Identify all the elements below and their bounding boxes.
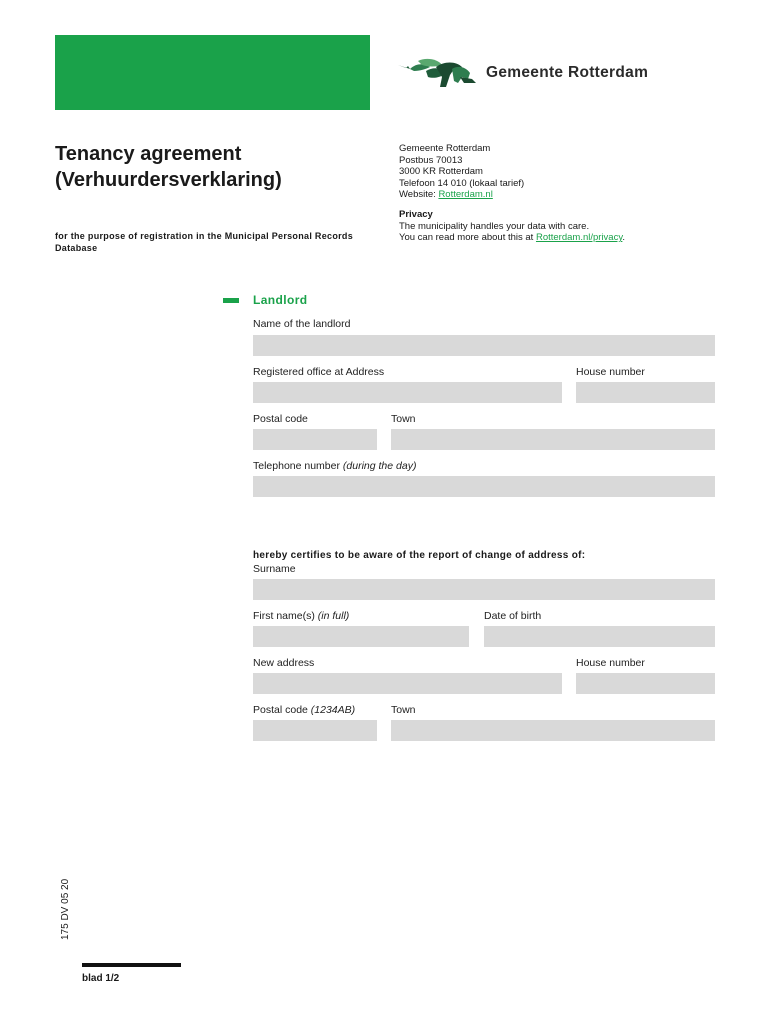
website-label: Website: bbox=[399, 189, 439, 201]
page-title bbox=[55, 141, 282, 193]
first-names-field[interactable] bbox=[253, 626, 469, 647]
landlord-postal-code-field[interactable] bbox=[253, 429, 377, 450]
address-name: Gemeente Rotterdam bbox=[399, 143, 491, 154]
registered-office-label: Registered office at Address bbox=[253, 366, 385, 378]
first-names-label-text: First name(s) bbox=[253, 610, 318, 622]
municipality-address bbox=[399, 143, 524, 201]
municipality-logo bbox=[396, 57, 686, 89]
website-link[interactable]: Rotterdam.nl bbox=[438, 189, 493, 201]
tenant-town-label: Town bbox=[391, 704, 416, 716]
certify-statement: hereby certifies to be aware of the report of change of address of: bbox=[253, 550, 586, 561]
address-postbus: Postbus 70013 bbox=[399, 154, 463, 166]
landlord-section-title: Landlord bbox=[253, 293, 308, 307]
title-line-2: (Verhuurdersverklaring) bbox=[55, 169, 282, 191]
landlord-house-number-field[interactable] bbox=[576, 382, 715, 403]
tenant-postal-code-label-text: Postal code bbox=[253, 704, 311, 716]
landlord-house-number-label: House number bbox=[576, 366, 645, 378]
landlord-phone-label-note: (during the day) bbox=[342, 460, 417, 472]
form-code: 175 DV 05 20 bbox=[60, 878, 71, 940]
footer-bar bbox=[82, 963, 181, 967]
privacy-block bbox=[399, 209, 625, 244]
tenant-house-number-field[interactable] bbox=[576, 673, 715, 694]
rotterdam-lion-icon bbox=[396, 57, 478, 89]
address-phone: Telefoon 14 010 (lokaal tarief) bbox=[399, 177, 525, 189]
landlord-town-field[interactable] bbox=[391, 429, 715, 450]
landlord-name-label: Name of the landlord bbox=[253, 318, 351, 330]
privacy-line-2-prefix: You can read more about this at bbox=[399, 232, 536, 244]
address-website bbox=[399, 189, 524, 201]
purpose-text: for the purpose of registration in the Municipal Personal Records Database bbox=[55, 231, 354, 253]
privacy-link[interactable]: Rotterdam.nl/privacy bbox=[535, 232, 623, 244]
section-marker bbox=[223, 298, 239, 303]
tenant-house-number-label: House number bbox=[576, 657, 645, 669]
tenant-postal-code-field[interactable] bbox=[253, 720, 377, 741]
privacy-line-2-suffix: . bbox=[622, 232, 626, 244]
first-names-label-note: (in full) bbox=[317, 610, 350, 622]
landlord-phone-field[interactable] bbox=[253, 476, 715, 497]
header-green-block bbox=[55, 35, 370, 110]
surname-field[interactable] bbox=[253, 579, 715, 600]
registered-office-field[interactable] bbox=[253, 382, 562, 403]
landlord-name-field[interactable] bbox=[253, 335, 715, 356]
date-of-birth-label: Date of birth bbox=[484, 610, 542, 622]
privacy-heading: Privacy bbox=[399, 209, 433, 220]
landlord-town-label: Town bbox=[391, 413, 416, 425]
new-address-field[interactable] bbox=[253, 673, 562, 694]
first-names-label bbox=[253, 610, 349, 622]
privacy-line-2 bbox=[399, 232, 625, 244]
date-of-birth-field[interactable] bbox=[484, 626, 715, 647]
landlord-postal-code-label: Postal code bbox=[253, 413, 308, 425]
title-line-1: Tenancy agreement bbox=[55, 143, 242, 165]
new-address-label: New address bbox=[253, 657, 315, 669]
surname-label: Surname bbox=[253, 563, 296, 575]
tenant-postal-code-label-note: (1234AB) bbox=[310, 704, 356, 716]
tenant-town-field[interactable] bbox=[391, 720, 715, 741]
page-number: blad 1/2 bbox=[82, 973, 120, 984]
landlord-phone-label-text: Telephone number bbox=[253, 460, 343, 472]
tenant-postal-code-label bbox=[253, 704, 355, 716]
privacy-line-1: The municipality handles your data with care. bbox=[399, 220, 590, 232]
landlord-phone-label bbox=[253, 460, 416, 472]
logo-text: Gemeente Rotterdam bbox=[486, 64, 649, 81]
address-postcode-city: 3000 KR Rotterdam bbox=[399, 166, 483, 178]
